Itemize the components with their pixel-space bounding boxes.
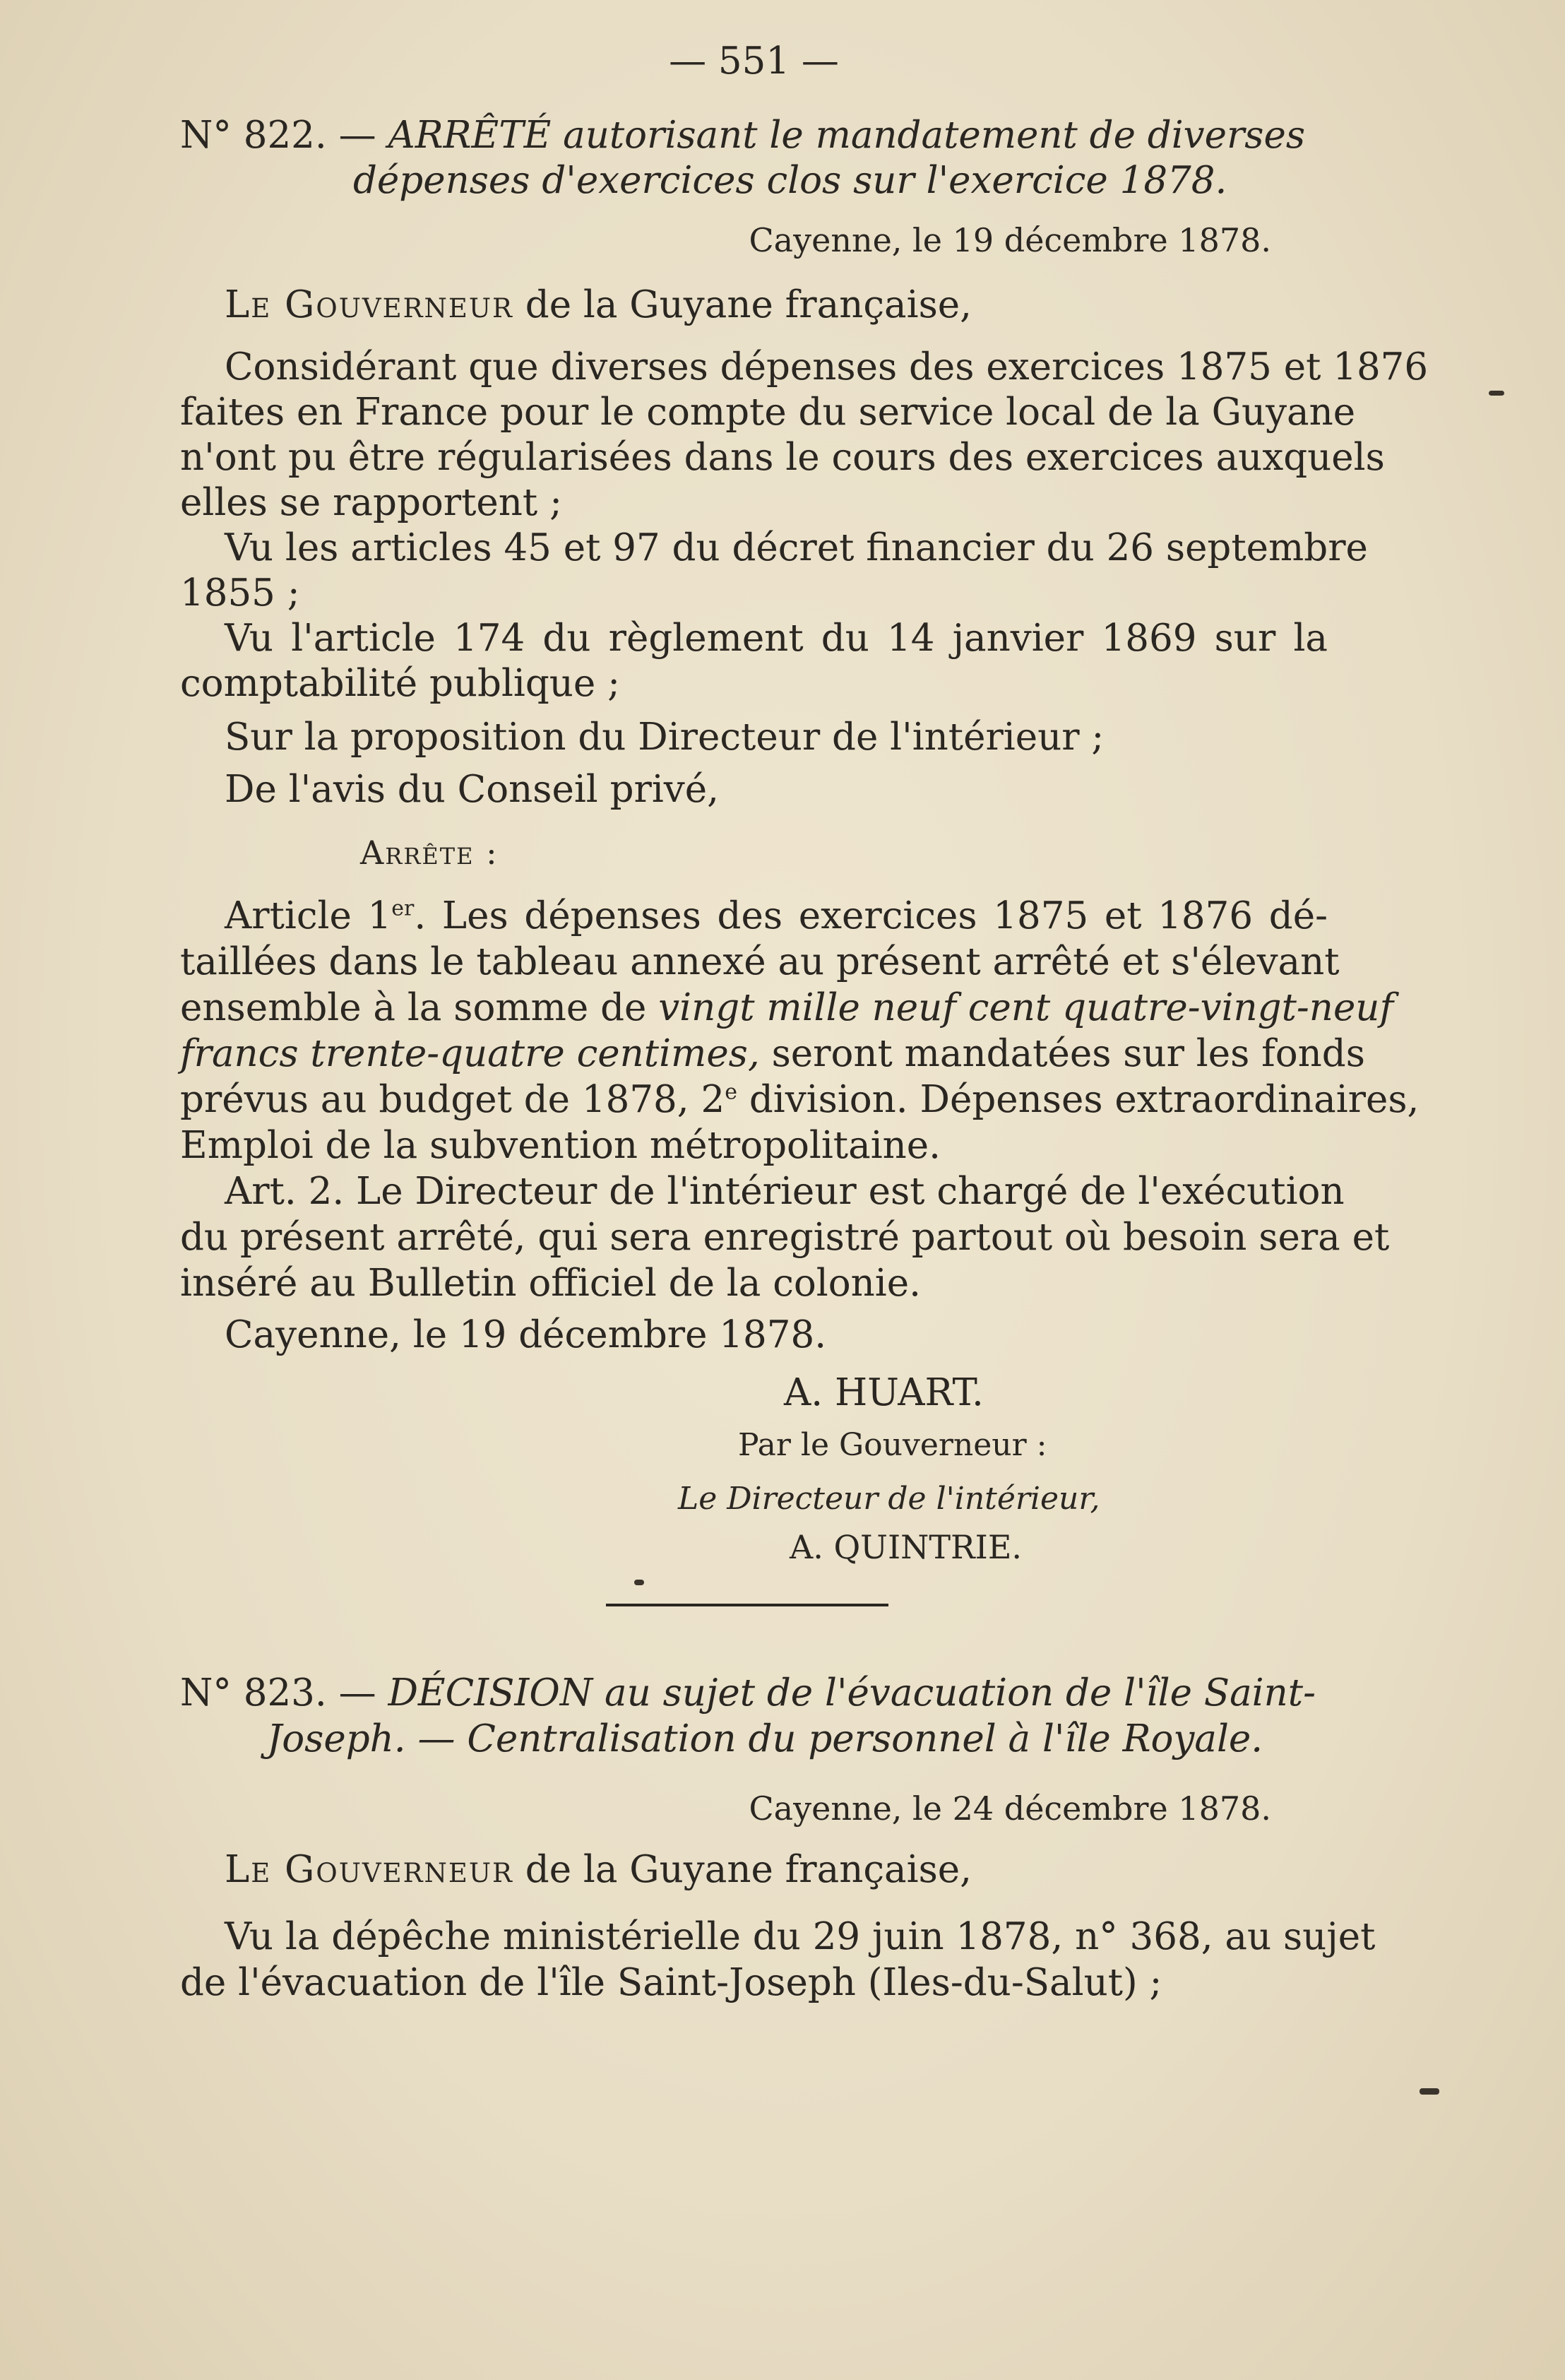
- considerant-line-1: Considérant que diverses dépenses des exercices 1875 et 1876: [225, 345, 1429, 389]
- avis-line: De l'avis du Conseil privé,: [225, 768, 719, 811]
- closing-date: Cayenne, le 19 décembre 1878.: [225, 1313, 827, 1356]
- decision-823-title-cont: Joseph. — Centralisation du personnel à l'île Royale.: [267, 1717, 1263, 1760]
- decision-823-governor: Le Gouverneur de la Guyane française,: [225, 1848, 972, 1891]
- considerant-line-2: faites en France pour le compte du service local de la Guyane: [180, 391, 1356, 434]
- article-1-line-1: Article 1er. Les dépenses des exercices 1875 et 1876 dé-: [225, 894, 1328, 937]
- article-1-line-5: prévus au budget de 1878, 2e division. Dépenses extraordinaires,: [180, 1078, 1420, 1121]
- decision-823-date: Cayenne, le 24 décembre 1878.: [749, 1789, 1271, 1828]
- decree-822-title: N° 822. — ARRÊTÉ autorisant le mandatement de diverses: [180, 114, 1306, 157]
- article-2-line-3: inséré au Bulletin officiel de la colonie.: [180, 1262, 921, 1305]
- vu-article-line-2: comptabilité publique ;: [180, 662, 620, 705]
- par-le-gouverneur: Par le Gouverneur :: [738, 1427, 1047, 1463]
- vu-depeche-line-2: de l'évacuation de l'île Saint-Joseph (Iles-du-Salut) ;: [180, 1961, 1162, 2004]
- article-1-line-4: francs trente-quatre centimes, seront mandatées sur les fonds: [180, 1032, 1365, 1075]
- vu-depeche-line-1: Vu la dépêche ministérielle du 29 juin 1878, n° 368, au sujet: [225, 1915, 1376, 1958]
- decree-822-governor: Le Gouverneur de la Guyane française,: [225, 283, 972, 326]
- article-1-line-2: taillées dans le tableau annexé au présent arrêté et s'élevant: [180, 940, 1340, 983]
- section-divider: [606, 1604, 888, 1606]
- directeur-title: Le Directeur de l'intérieur,: [678, 1481, 1100, 1517]
- vu-line-1: Vu les articles 45 et 97 du décret financier du 26 septembre: [225, 526, 1368, 569]
- proposition-line: Sur la proposition du Directeur de l'intérieur ;: [225, 716, 1105, 759]
- signature-quintrie: A. QUINTRIE.: [790, 1528, 1023, 1566]
- article-1-line-3: ensemble à la somme de vingt mille neuf cent quatre-vingt-neuf: [180, 986, 1394, 1029]
- article-1-line-6: Emploi de la subvention métropolitaine.: [180, 1124, 941, 1167]
- decree-822-date: Cayenne, le 19 décembre 1878.: [749, 221, 1271, 259]
- signature-huart: A. HUART.: [784, 1371, 984, 1414]
- considerant-line-4: elles se rapportent ;: [180, 481, 562, 524]
- ink-speck: [1420, 2088, 1439, 2095]
- vu-article-line-1: Vu l'article 174 du règlement du 14 janvier 1869 sur la: [225, 617, 1328, 660]
- page-number: — 551 —: [669, 40, 839, 83]
- ink-speck: [1489, 391, 1504, 396]
- vu-line-2: 1855 ;: [180, 572, 300, 615]
- article-2-line-2: du présent arrêté, qui sera enregistré partout où besoin sera et: [180, 1216, 1390, 1259]
- considerant-line-3: n'ont pu être régularisées dans le cours des exercices auxquels: [180, 436, 1385, 479]
- decision-823-title: N° 823. — DÉCISION au sujet de l'évacuation de l'île Saint-: [180, 1671, 1316, 1715]
- decree-822-title-cont: dépenses d'exercices clos sur l'exercice 1878.: [353, 159, 1227, 202]
- article-2-line-1: Art. 2. Le Directeur de l'intérieur est chargé de l'exécution: [225, 1170, 1345, 1213]
- arrete-heading: Arrête :: [360, 834, 499, 872]
- ink-speck: [634, 1580, 644, 1585]
